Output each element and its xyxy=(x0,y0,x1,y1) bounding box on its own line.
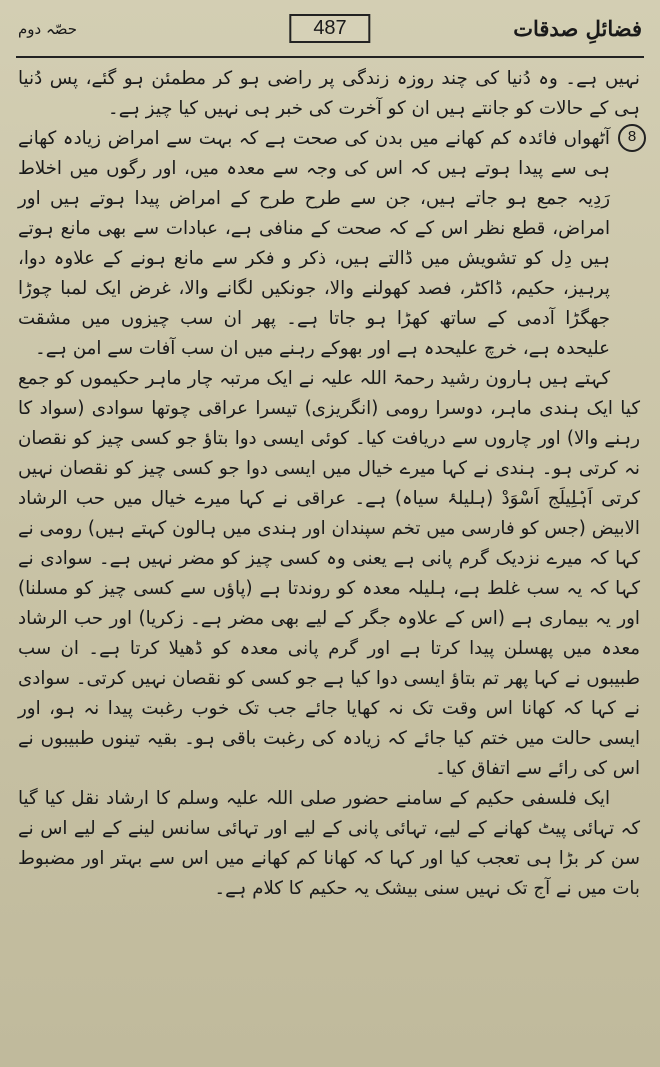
section-label: حصّہ دوم xyxy=(18,20,78,38)
header-divider xyxy=(16,56,644,58)
paragraph-harun-rashid: کہتے ہیں ہارون رشید رحمۃ اللہ علیہ نے ایک مرتبہ چار ماہر حکیموں کو جمع کیا ایک ہندی ماہر، دوسرا رومی (انگریزی) تیسرا عراقی چوتھا سوادی (سواد کا رہنے والا) اور چاروں سے دریافت کیا۔ کوئی ایسی دوا بتاؤ جو کسی چیز کو نقصان نہ کرتی ہو۔ ہندی نے کہا میرے خیال میں ایسی دوا جو کسی چیز کو نقصان نہیں کرتی اَہْلِیلَج اَسْوَدْ (ہلیلۂ سیاہ) ہے۔ عراقی نے کہا میرے خیال میں حب الرشاد الابیض (جس کو فارسی میں تخم سپندان اور ہندی میں ہالون کہتے ہیں) رومی نے کہا کہ میرے نزدیک گرم پانی ہے یعنی وہ کسی چیز کو مضر نہیں ہے۔ سوادی نے کہا کہ یہ سب غلط ہے، ہلیلہ معدہ کو روندتا ہے (پاؤں سے کسی چیز کو مسلنا) اور یہ بیماری ہے (اس کے علاوہ جگر کے لیے بھی مضر ہے۔ زکریا) اور حب الرشاد معدہ میں پھسلن پیدا کرتا ہے اور گرم پانی معدہ کو ڈھیلا کرتا ہے۔ ان سب طبیبوں نے کہا پھر تم بتاؤ ایسی دوا کیا ہے جو کسی کو نقصان نہیں کرتی۔ سوادی نے کہا کہ کھانا اس وقت تک نہ کھایا جائے جب تک خوب رغبت پیدا نہ ہو، اور ایسی حالت میں ختم کیا جائے کہ زیادہ کی رغبت باقی ہو۔ بقیہ تینوں طبیبوں نے اس کی رائے سے اتفاق کیا۔ xyxy=(18,368,640,779)
page-number: 487 xyxy=(289,14,370,43)
paragraph-continuation: نہیں ہے۔ وہ دُنیا کی چند روزہ زندگی پر راضی ہو کر مطمئن ہو گئے، پس دُنیا ہی کے حالات کو جانتے ہیں ان کو آخرت کی خبر ہی نہیں کیا چیز ہے۔ xyxy=(18,68,640,119)
page-header xyxy=(18,12,642,52)
point-eight xyxy=(18,124,640,364)
point-number-badge: 8 xyxy=(618,124,646,152)
paragraph-eighth-benefit: آٹھواں فائدہ کم کھانے میں بدن کی صحت ہے کہ بہت سے امراض زیادہ کھانے ہی سے پیدا ہوتے ہیں کہ اس کی وجہ سے معدہ میں، اور رگوں میں اخلاط رَدِیہ جمع ہو جاتے ہیں، جن سے طرح طرح کے امراض پیدا ہوتے ہیں اور امراض، قطع نظر اس کے کہ صحت کے منافی ہے، عبادات سے بھی مانع ہوتے ہیں دِل کو تشویش میں ڈالتے ہیں، ذکر و فکر سے مانع ہونے کے علاوہ دوا، پرہیز، حکیم، ڈاکٹر، فصد کھولنے والا، جونکیں لگانے والا، غرض ایک لمبا چوڑا جھگڑا آدمی کے ساتھ کھڑا ہو جاتا ہے۔ پھر ان سب چیزوں میں مشقت علیحدہ ہے، خرچ علیحدہ ہے اور بھوکے رہنے میں ان سب آفات سے امن ہے۔ xyxy=(18,128,610,359)
paragraph-philosopher: ایک فلسفی حکیم کے سامنے حضور صلی اللہ علیہ وسلم کا ارشاد نقل کیا گیا کہ تہائی پیٹ کھانے کے لیے، تہائی پانی کے لیے اور تہائی سانس لینے کے لیے اس نے سن کر بڑا ہی تعجب کیا اور کہا کہ کھانا کم کھانے میں اس سے بہتر اور مضبوط بات میں نے آج تک نہیں سنی بیشک یہ حکیم کا کلام ہے۔ xyxy=(18,788,640,899)
page-body xyxy=(18,64,640,904)
book-title: فضائلِ صدقات xyxy=(513,16,642,41)
